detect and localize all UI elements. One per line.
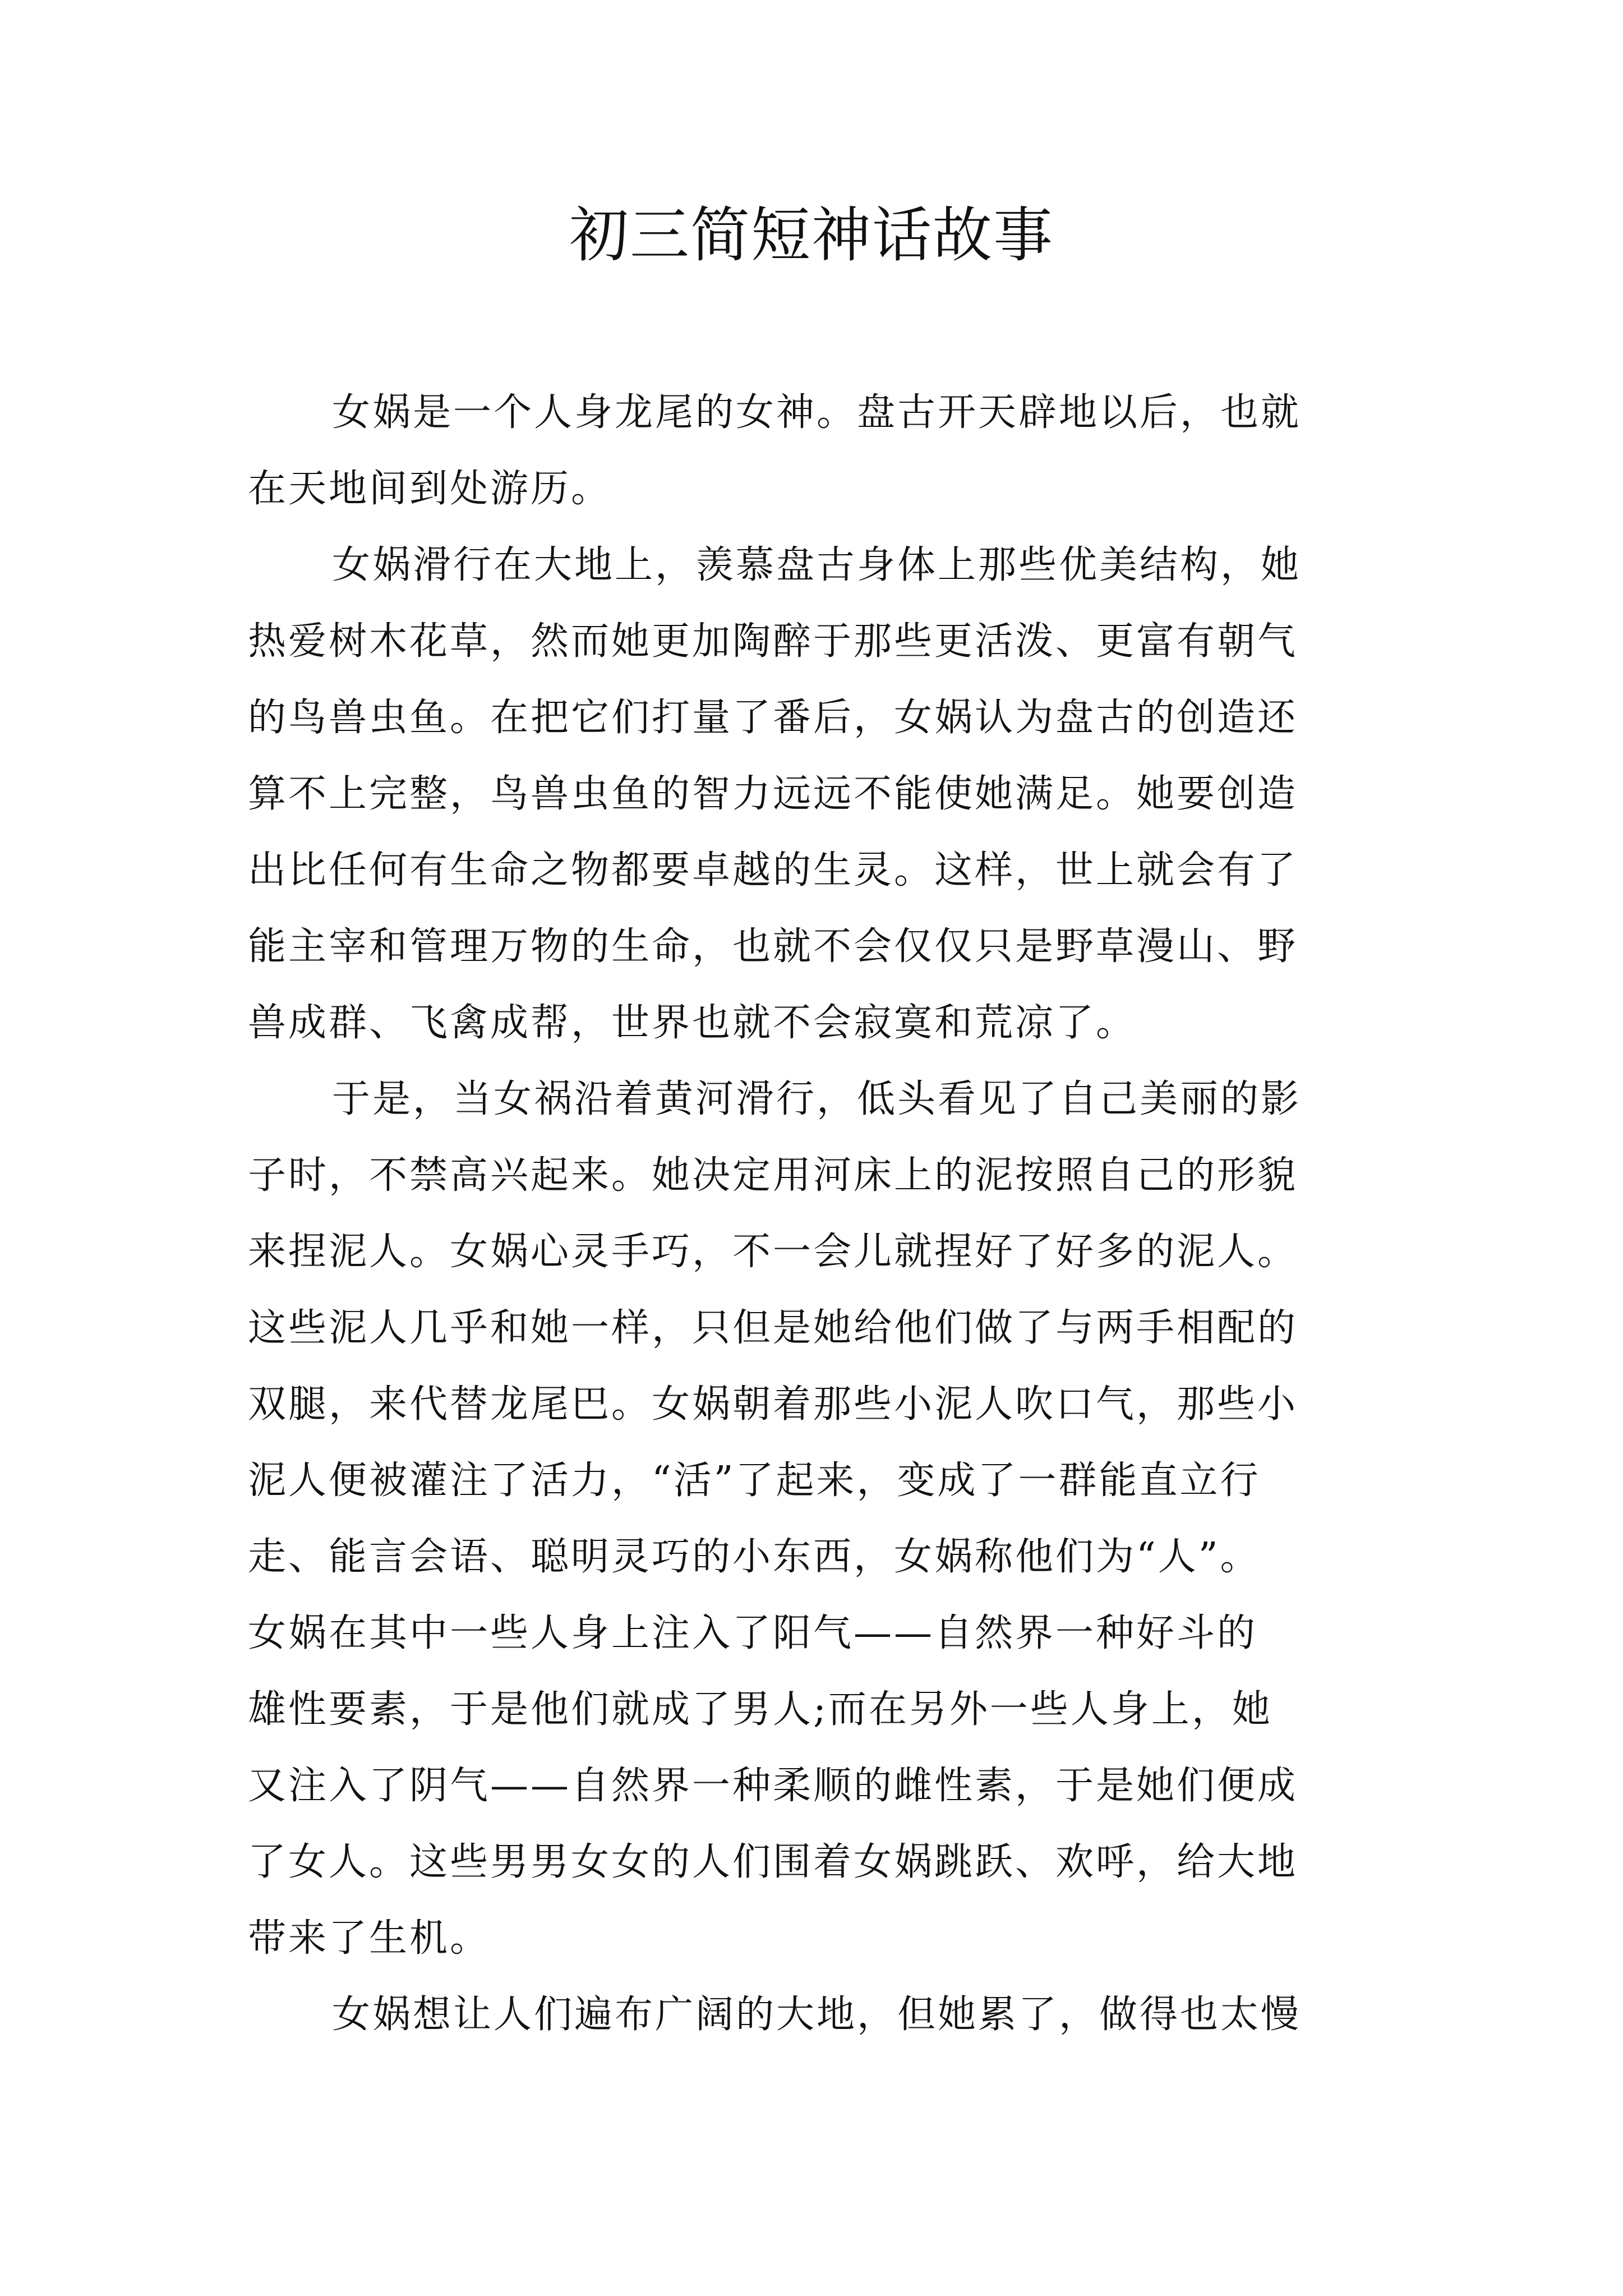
text-line: 女娲在其中一些人身上注入了阳气——自然界一种好斗的 xyxy=(248,1611,1258,1655)
text-line: 女娲想让人们遍布广阔的大地，但她累了，做得也太慢 xyxy=(332,1993,1302,2037)
paragraph-3 xyxy=(248,1061,1390,1977)
text-line: 算不上完整，鸟兽虫鱼的智力远远不能使她满足。她要创造 xyxy=(248,772,1298,816)
text-line: 来捏泥人。女娲心灵手巧，不一会儿就捏好了好多的泥人。 xyxy=(248,1230,1298,1274)
paragraph-4 xyxy=(248,1977,1390,2053)
text-line: 带来了生机。 xyxy=(248,1916,491,1961)
text-line: 于是，当女祸沿着黄河滑行，低头看见了自己美丽的影 xyxy=(332,1077,1302,1121)
document-title: 初三简短神话故事 xyxy=(569,201,1054,270)
text-line: 女娲是一个人身龙尾的女神。盘古开天辟地以后，也就 xyxy=(332,390,1302,435)
text-line: 在天地间到处游历。 xyxy=(248,467,612,511)
text-line: 子时，不禁高兴起来。她决定用河床上的泥按照自己的形貌 xyxy=(248,1153,1298,1198)
text-line: 走、能言会语、聪明灵巧的小东西，女娲称他们为“人”。 xyxy=(248,1535,1261,1579)
paragraph-1 xyxy=(248,375,1390,527)
text-line: 热爱树木花草，然而她更加陶醉于那些更活泼、更富有朝气 xyxy=(248,619,1298,664)
text-line: 泥人便被灌注了活力，“活”了起来，变成了一群能直立行 xyxy=(248,1458,1261,1503)
text-line: 出比任何有生命之物都要卓越的生灵。这样，世上就会有了 xyxy=(248,848,1298,892)
document-body xyxy=(248,375,1390,2053)
text-line: 雄性要素，于是他们就成了男人;而在另外一些人身上，她 xyxy=(248,1687,1272,1732)
text-line: 女娲滑行在大地上，羡慕盘古身体上那些优美结构，她 xyxy=(332,543,1302,587)
text-line: 能主宰和管理万物的生命，也就不会仅仅只是野草漫山、野 xyxy=(248,924,1298,969)
text-line: 这些泥人几乎和她一样，只但是她给他们做了与两手相配的 xyxy=(248,1306,1298,1350)
text-line: 双腿，来代替龙尾巴。女娲朝着那些小泥人吹口气，那些小 xyxy=(248,1382,1298,1427)
text-line: 又注入了阴气——自然界一种柔顺的雌性素，于是她们便成 xyxy=(248,1764,1298,1808)
text-line: 的鸟兽虫鱼。在把它们打量了番后，女娲认为盘古的创造还 xyxy=(248,696,1298,740)
text-line: 兽成群、飞禽成帮，世界也就不会寂寞和荒凉了。 xyxy=(248,1001,1137,1045)
text-line: 了女人。这些男男女女的人们围着女娲跳跃、欢呼，给大地 xyxy=(248,1840,1298,1884)
paragraph-2 xyxy=(248,527,1390,1061)
